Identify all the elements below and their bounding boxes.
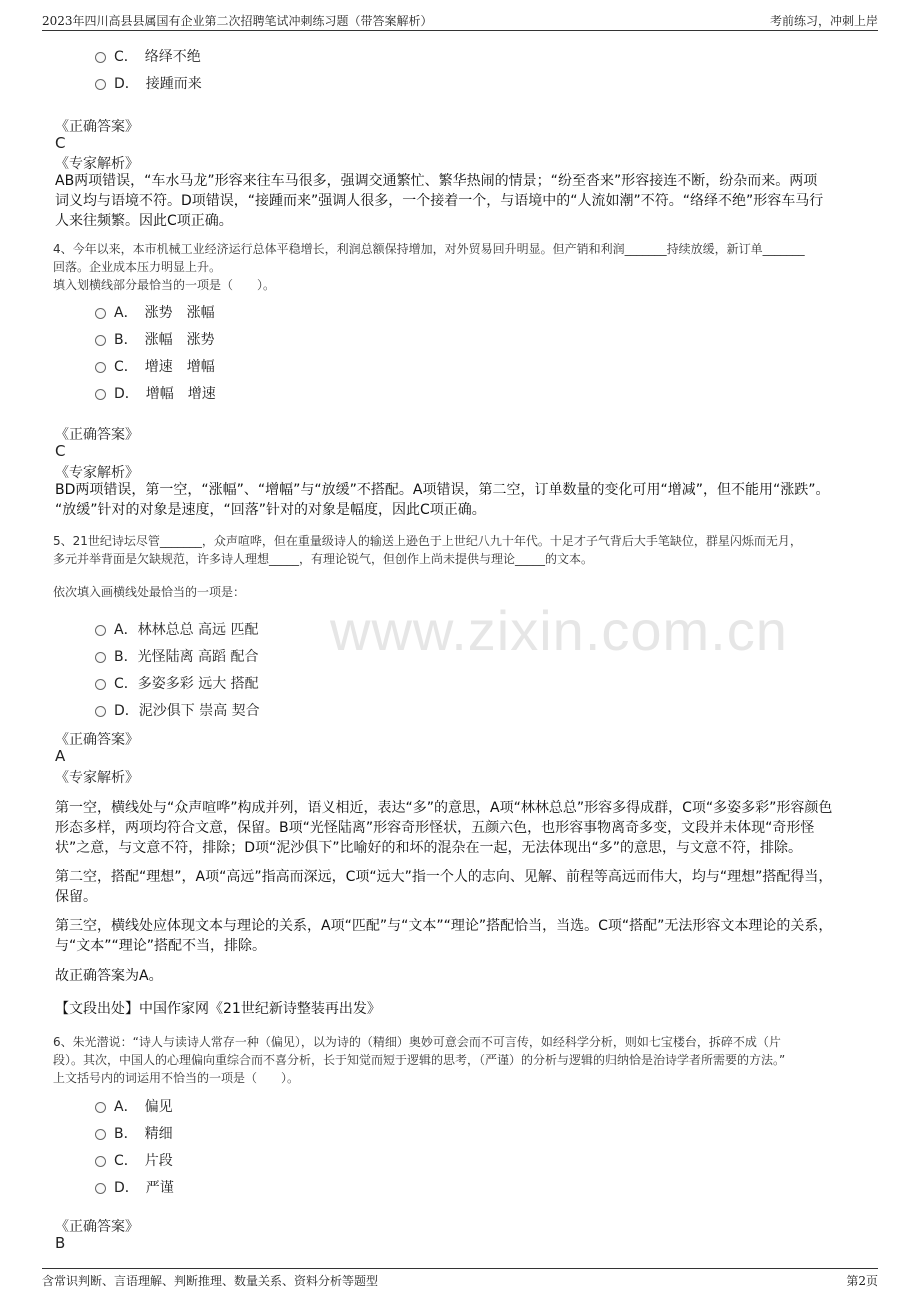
q4-option-a[interactable]: A． 涨势 涨幅 — [95, 302, 215, 322]
q3-option-c[interactable]: C． 络绎不绝 — [95, 46, 201, 66]
question-5-stem: 5、21世纪诗坛尽管_______，众声喧哗，但在重量级诗人的输送上逊色于上世纪八九十年代。十足才子气背后大手笔缺位，群星闪烁而无月， 多元并举背面是欠缺规范，许多诗人理想_____，有理论锐气，但创作上尚未提供与理论_____的文本。 — [53, 534, 802, 566]
page-header — [42, 10, 878, 31]
watermark: www.zixin.com.cn — [330, 599, 788, 662]
page-footer — [42, 1268, 878, 1289]
q5-option-c[interactable]: C．多姿多彩 远大 搭配 — [95, 673, 259, 693]
q6-option-c[interactable]: C． 片段 — [95, 1150, 173, 1170]
radio-button[interactable] — [95, 1102, 106, 1113]
q6-option-d[interactable]: D． 严谨 — [95, 1177, 174, 1197]
radio-button[interactable] — [95, 362, 106, 373]
question-5-prompt: 依次填入画横线处最恰当的一项是： — [53, 585, 246, 599]
radio-button[interactable] — [95, 389, 106, 400]
analysis-paragraph-2: 第二空，搭配“理想”，A项“高远”指高而深远，C项“远大”指一个人的志向、见解、前程等高远而伟大，均与“理想”搭配得当， 保留。 — [55, 869, 833, 905]
q3-option-d[interactable]: D． 接踵而来 — [95, 73, 202, 93]
analysis-conclusion: 故正确答案为A。 — [55, 968, 163, 984]
q6-option-b[interactable]: B． 精细 — [95, 1123, 173, 1143]
answer-value: A — [55, 747, 66, 765]
answer-label: 《正确答案》 — [55, 119, 139, 135]
radio-button[interactable] — [95, 679, 106, 690]
q6-option-a[interactable]: A． 偏见 — [95, 1096, 173, 1116]
answer-label: 《正确答案》 — [55, 427, 139, 443]
analysis-label: 《专家解析》 — [55, 156, 139, 172]
q4-option-d[interactable]: D． 增幅 增速 — [95, 383, 216, 403]
radio-button[interactable] — [95, 652, 106, 663]
radio-button[interactable] — [95, 52, 106, 63]
radio-button[interactable] — [95, 79, 106, 90]
radio-button[interactable] — [95, 1129, 106, 1140]
radio-button[interactable] — [95, 308, 106, 319]
radio-button[interactable] — [95, 1156, 106, 1167]
radio-button[interactable] — [95, 706, 106, 717]
q4-option-c[interactable]: C． 增速 增幅 — [95, 356, 215, 376]
q5-option-d[interactable]: D．泥沙俱下 崇高 契合 — [95, 700, 260, 720]
radio-button[interactable] — [95, 625, 106, 636]
radio-button[interactable] — [95, 1183, 106, 1194]
document-title: 2023年四川高县县属国有企业第二次招聘笔试冲刺练习题（带答案解析） — [42, 14, 433, 28]
question-4-stem: 4、今年以来，本市机械工业经济运行总体平稳增长，利润总额保持增加，对外贸易回升明显。但产销和利润_______持续放缓，新订单_______ 回落。企业成本压力明显上升。 填入划横线部分最恰当的一项是（ ）。 — [53, 242, 805, 292]
q4-option-b[interactable]: B． 涨幅 涨势 — [95, 329, 215, 349]
analysis-label: 《专家解析》 — [55, 770, 139, 786]
answer-value: C — [55, 442, 66, 460]
analysis-paragraph-1: 第一空，横线处与“众声喧哗”构成并列，语义相近，表达“多”的意思，A项“林林总总”形容多得成群，C项“多姿多彩”形容颜色 形态多样，两项均符合文意，保留。B项“光怪陆离”形容奇形怪状，五颜六色，也形容事物离奇多变，文段并未体现“奇形怪 状”之意，与文意不符，排除；D项“泥沙俱下”比喻好的和坏的混杂在一起，无法体现出“多”的意思，与文意不符，排除。 — [55, 800, 833, 856]
footer-description: 含常识判断、言语理解、判断推理、数量关系、资料分析等题型 — [42, 1274, 379, 1288]
page-number: 第2页 — [846, 1274, 878, 1288]
radio-button[interactable] — [95, 335, 106, 346]
passage-source: 【文段出处】中国作家网《21世纪新诗整装再出发》 — [55, 1001, 381, 1017]
header-slogan: 考前练习，冲刺上岸 — [769, 14, 878, 28]
analysis-label: 《专家解析》 — [55, 465, 139, 481]
answer-label: 《正确答案》 — [55, 1219, 139, 1235]
answer-label: 《正确答案》 — [55, 732, 139, 748]
analysis-text: BD两项错误，第一空，“涨幅”、“增幅”与“放缓”不搭配。A项错误，第二空，订单数量的变化可用“增减”，但不能用“涨跌”。 “放缓”针对的对象是速度，“回落”针对的对象是幅度，因此C项正确。 — [55, 482, 830, 518]
analysis-paragraph-3: 第三空，横线处应体现文本与理论的关系，A项“匹配”与“文本”“理论”搭配恰当，当选。C项“搭配”无法形容文本理论的关系， 与“文本”“理论”搭配不当，排除。 — [55, 918, 833, 954]
answer-value: B — [55, 1234, 66, 1252]
q5-option-b[interactable]: B．光怪陆离 高蹈 配合 — [95, 646, 259, 666]
q5-option-a[interactable]: A．林林总总 高远 匹配 — [95, 619, 258, 639]
analysis-text: AB两项错误，“车水马龙”形容来往车马很多，强调交通繁忙、繁华热闹的情景；“纷至沓来”形容接连不断，纷杂而来。两项 词义均与语境不符。D项错误，“接踵而来”强调人很多，一个接着一个，与语境中的“人流如潮”不符。“络绎不绝”形容车马行 人来往频繁。因此C项正确。 — [55, 173, 824, 229]
question-6-stem: 6、朱光潜说：“诗人与读诗人常存一种（偏见），以为诗的（精细）奥妙可意会而不可言传，如经科学分析，则如七宝楼台，拆碎不成（片 段）。其次，中国人的心理偏向重综合而不喜分析，长于知觉而短于逻辑的思考，（严谨）的分析与逻辑的归纳恰是治诗学者所需要的方法。” 上文括号内的词运用不恰当的一项是（ ）。 — [53, 1035, 786, 1085]
answer-value: C — [55, 134, 66, 152]
